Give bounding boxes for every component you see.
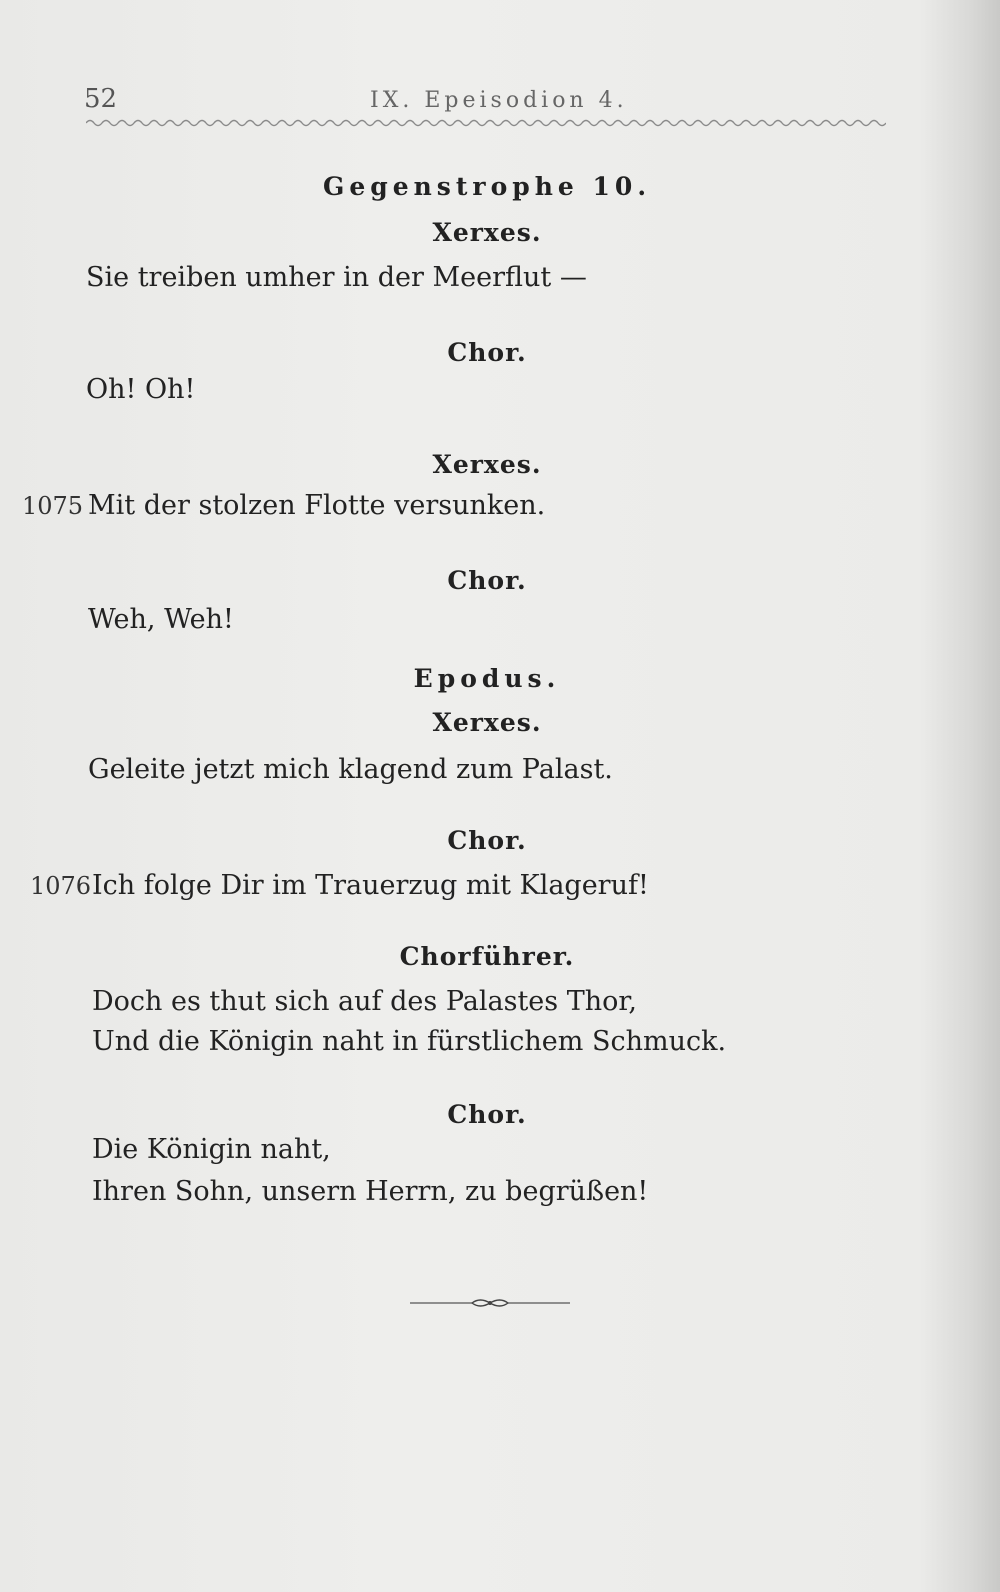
speaker-label: Chorführer. — [399, 942, 575, 971]
section-heading-gegenstrophe: Gegenstrophe 10. — [322, 172, 652, 201]
verse-line: Und die Königin naht in fürstlichem Schmuck. — [92, 1026, 727, 1057]
verse-line: Oh! Oh! — [86, 374, 196, 405]
line-number: 1075 — [22, 492, 84, 520]
ornament-icon — [410, 1296, 570, 1310]
speaker-label: Chor. — [447, 338, 527, 367]
speaker-label: Chor. — [447, 826, 527, 855]
running-head: IX. Epeisodion 4. — [370, 88, 628, 113]
speaker-label: Chor. — [447, 1100, 527, 1129]
verse-line: Ich folge Dir im Trauerzug mit Klageruf! — [92, 870, 649, 901]
verse-line: Die Königin naht, — [92, 1134, 331, 1165]
verse-line: Weh, Weh! — [88, 604, 234, 635]
section-heading-epodus: Epodus. — [413, 664, 561, 693]
verse-line: Geleite jetzt mich klagend zum Palast. — [88, 754, 613, 785]
verse-line: Mit der stolzen Flotte versunken. — [88, 490, 546, 521]
verse-line: Doch es thut sich auf des Palastes Thor, — [92, 986, 637, 1017]
speaker-label: Xerxes. — [432, 450, 542, 479]
verse-line: Ihren Sohn, unsern Herrn, zu begrüßen! — [92, 1176, 649, 1207]
speaker-label: Xerxes. — [432, 218, 542, 247]
speaker-label: Chor. — [447, 566, 527, 595]
speaker-label: Xerxes. — [432, 708, 542, 737]
page-number: 52 — [84, 84, 118, 114]
line-number: 1076 — [30, 872, 92, 900]
wavy-rule-icon — [86, 116, 886, 130]
verse-line: Sie treiben umher in der Meerflut — — [86, 262, 587, 293]
